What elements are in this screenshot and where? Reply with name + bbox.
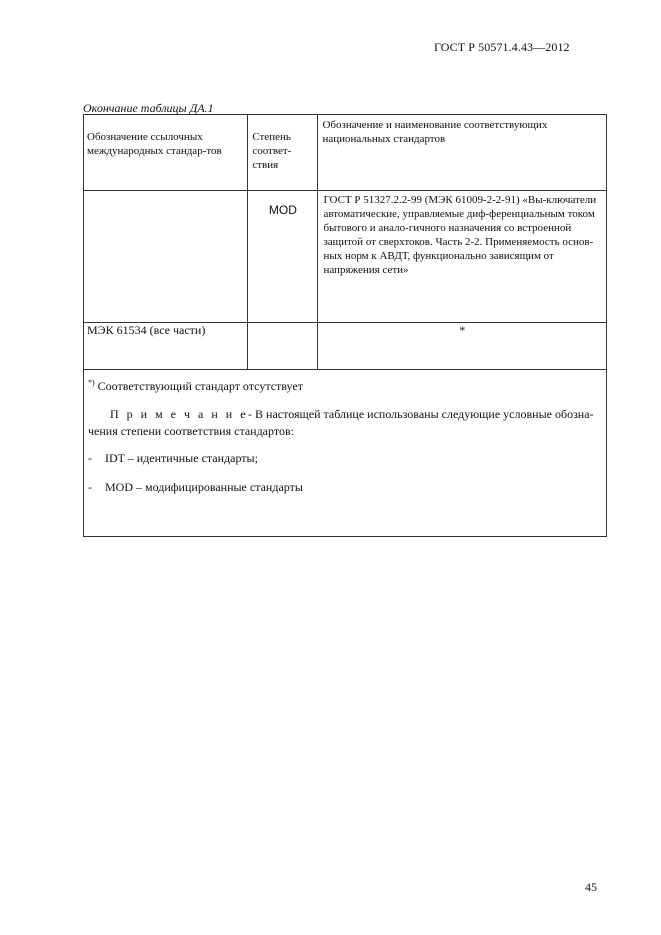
- note-text: - В настоящей таблице использованы следующие условные обозна-чения степени соответствия стандартов:: [88, 407, 594, 438]
- table-row: [84, 191, 607, 323]
- list-item-text: IDT – идентичные стандарты;: [105, 450, 258, 465]
- footnote-text: Соответствующий стандарт отсутствует: [94, 379, 303, 393]
- table-row: [84, 323, 607, 370]
- references-table: [83, 114, 607, 537]
- list-dash: -: [88, 450, 92, 465]
- footnote-mark: *): [88, 378, 95, 387]
- notes-row: [84, 370, 607, 537]
- list-item-text: MOD – модифицированные стандарты: [105, 480, 303, 495]
- notes-cell: [84, 370, 607, 537]
- cell-degree: [248, 323, 318, 370]
- list-item: [88, 480, 602, 495]
- table-caption: Окончание таблицы ДА.1: [83, 101, 214, 115]
- page-number: 45: [585, 880, 597, 894]
- header-ref-standards: Обозначение ссылочных международных стандар-тов: [84, 115, 248, 191]
- list-dash: -: [88, 480, 92, 495]
- cell-degree: MOD: [248, 191, 318, 323]
- cell-national: *: [318, 323, 607, 370]
- footnote: [88, 378, 602, 394]
- cell-ref: [84, 191, 248, 323]
- note-label: П р и м е ч а н и е: [110, 407, 249, 422]
- header-national-standards: Обозначение и наименование соответствующих национальных стандартов: [318, 115, 607, 191]
- header-degree: Степень соответ-ствия: [248, 115, 318, 191]
- note-paragraph: [88, 406, 602, 438]
- cell-national: ГОСТ Р 51327.2.2-99 (МЭК 61009-2-2-91) «Вы-ключатели автоматические, управляемые диф-ференциальным током бытового и анало-гичного назначения со встроенной защитой от сверхтоков. Часть 2-2. Применяемость основ-ных норм к АВДТ, функционально зависящим от напряжения сети»: [318, 191, 607, 323]
- list-item: [88, 451, 602, 466]
- table-header-row: [84, 115, 607, 191]
- cell-ref: МЭК 61534 (все части): [84, 323, 248, 370]
- standard-code-header: ГОСТ Р 50571.4.43—2012: [434, 40, 570, 54]
